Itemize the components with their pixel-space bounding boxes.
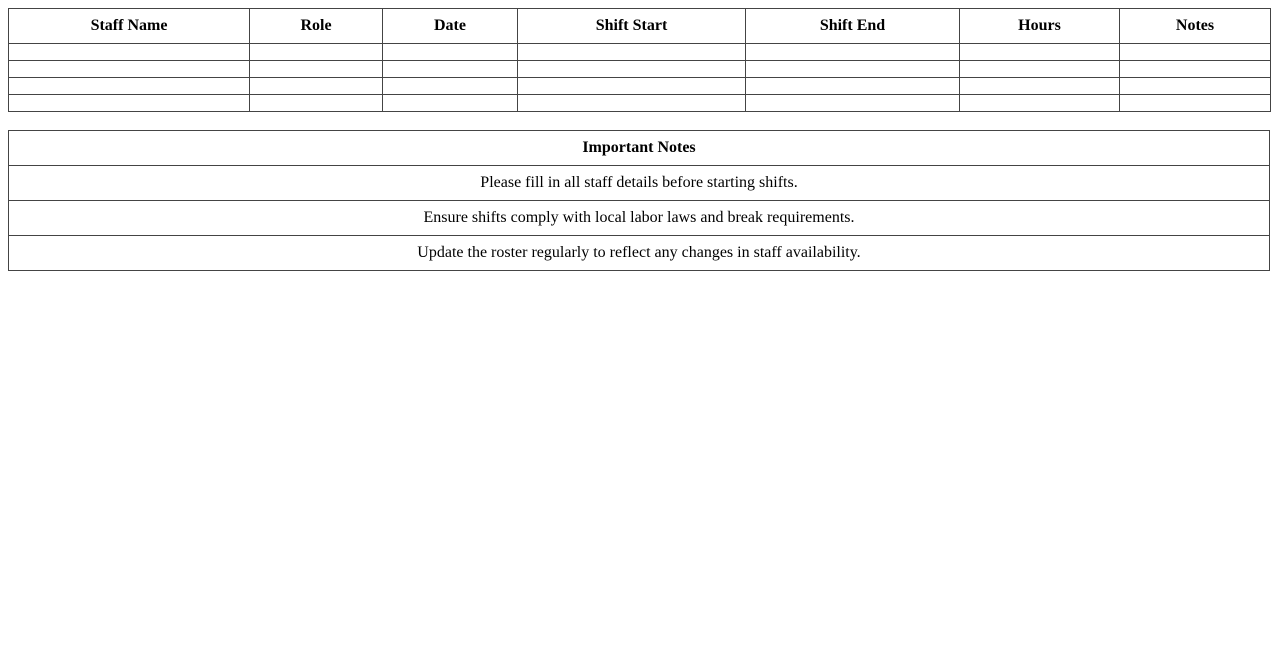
- staff-name-cell[interactable]: [9, 61, 250, 78]
- shift-start-cell[interactable]: [518, 44, 746, 61]
- col-header-shift-end: Shift End: [746, 9, 960, 44]
- date-cell[interactable]: [383, 95, 518, 112]
- table-row: [9, 61, 1271, 78]
- shift-start-cell[interactable]: [518, 95, 746, 112]
- notes-cell[interactable]: [1120, 78, 1271, 95]
- shift-end-cell[interactable]: [746, 78, 960, 95]
- shift-end-cell[interactable]: [746, 61, 960, 78]
- staff-name-cell[interactable]: [9, 95, 250, 112]
- note-text: Please fill in all staff details before starting shifts.: [9, 166, 1270, 201]
- role-cell[interactable]: [250, 95, 383, 112]
- staff-roster-table: [8, 8, 1271, 112]
- notes-cell[interactable]: [1120, 44, 1271, 61]
- list-item: [9, 236, 1270, 271]
- col-header-shift-start: Shift Start: [518, 9, 746, 44]
- role-cell[interactable]: [250, 61, 383, 78]
- col-header-staff-name: Staff Name: [9, 9, 250, 44]
- note-text: Ensure shifts comply with local labor laws and break requirements.: [9, 201, 1270, 236]
- table-row: [9, 44, 1271, 61]
- important-notes-table: [8, 130, 1270, 271]
- table-row: [9, 78, 1271, 95]
- notes-cell[interactable]: [1120, 95, 1271, 112]
- notes-cell[interactable]: [1120, 61, 1271, 78]
- list-item: [9, 201, 1270, 236]
- hours-cell[interactable]: [960, 44, 1120, 61]
- hours-cell[interactable]: [960, 95, 1120, 112]
- shift-start-cell[interactable]: [518, 61, 746, 78]
- date-cell[interactable]: [383, 61, 518, 78]
- hours-cell[interactable]: [960, 61, 1120, 78]
- shift-end-cell[interactable]: [746, 44, 960, 61]
- col-header-role: Role: [250, 9, 383, 44]
- important-notes-title: Important Notes: [9, 131, 1270, 166]
- role-cell[interactable]: [250, 78, 383, 95]
- staff-name-cell[interactable]: [9, 44, 250, 61]
- notes-header-row: [9, 131, 1270, 166]
- date-cell[interactable]: [383, 44, 518, 61]
- staff-name-cell[interactable]: [9, 78, 250, 95]
- role-cell[interactable]: [250, 44, 383, 61]
- table-row: [9, 95, 1271, 112]
- shift-start-cell[interactable]: [518, 78, 746, 95]
- col-header-date: Date: [383, 9, 518, 44]
- shift-end-cell[interactable]: [746, 95, 960, 112]
- page: [0, 0, 1278, 271]
- col-header-notes: Notes: [1120, 9, 1271, 44]
- note-text: Update the roster regularly to reflect any changes in staff availability.: [9, 236, 1270, 271]
- hours-cell[interactable]: [960, 78, 1120, 95]
- date-cell[interactable]: [383, 78, 518, 95]
- roster-header-row: [9, 9, 1271, 44]
- list-item: [9, 166, 1270, 201]
- col-header-hours: Hours: [960, 9, 1120, 44]
